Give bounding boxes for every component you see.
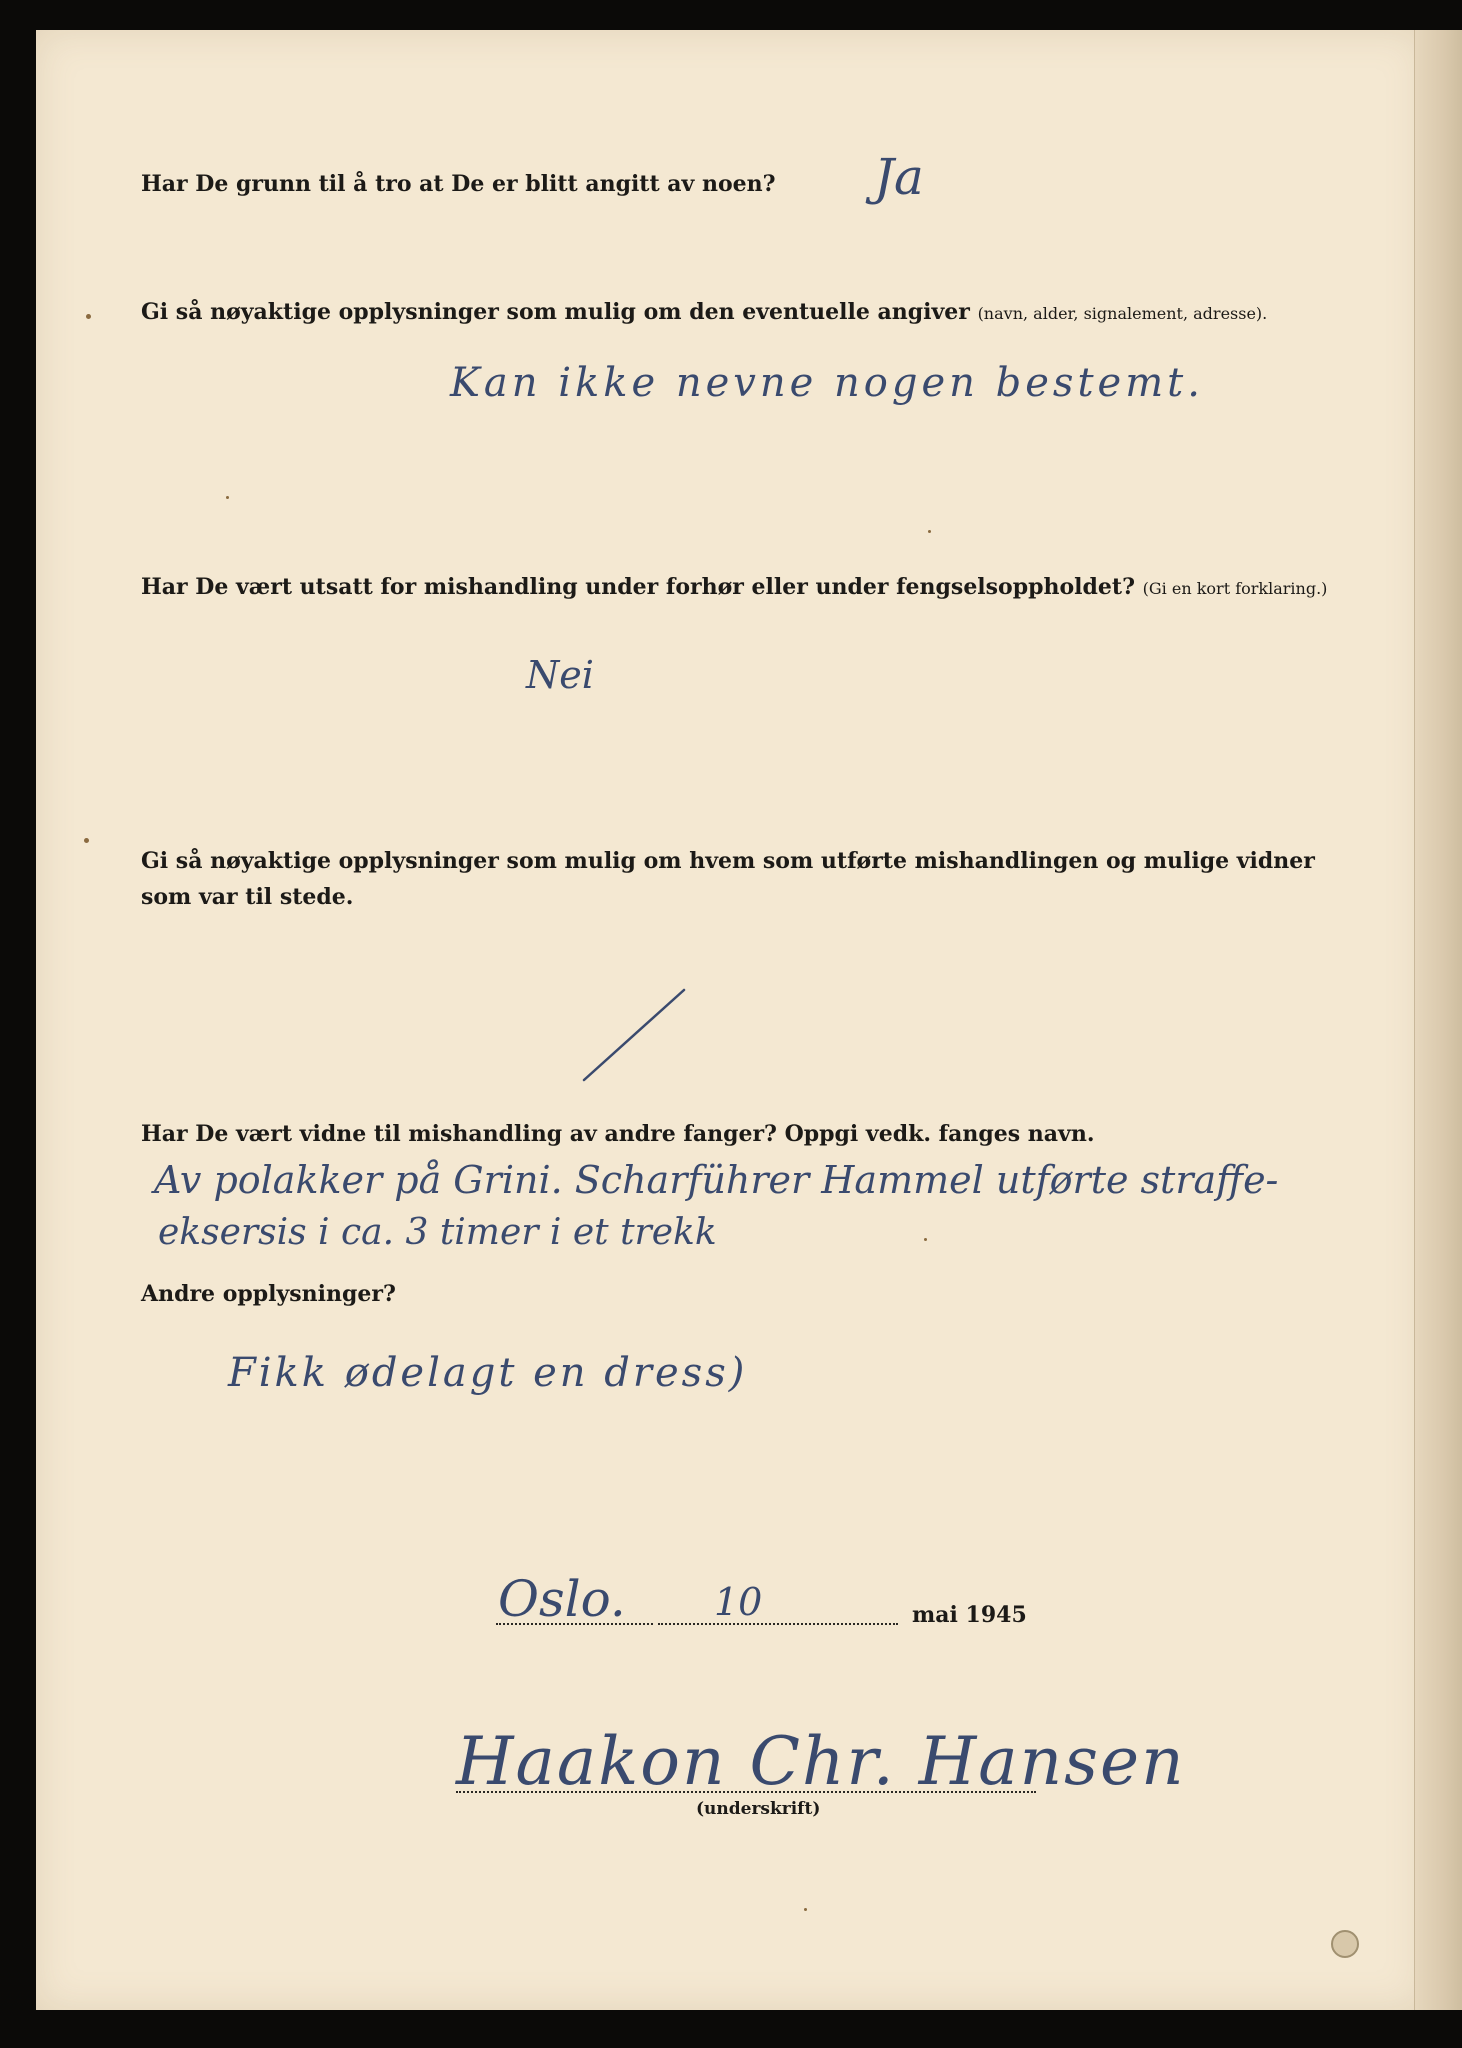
- answer-witness-line1: Av polakker på Grini. Scharführer Hammel utførte straffe-: [154, 1158, 1279, 1202]
- answer-perpetrators-slash: [576, 980, 696, 1090]
- answer-informer-details: Kan ikke nevne nogen bestemt.: [450, 360, 1204, 406]
- signature-caption: (underskrift): [696, 1799, 821, 1819]
- paper-speck: [928, 530, 931, 533]
- paper-speck: [84, 838, 89, 843]
- signature-handwritten: Haakon Chr. Hansen: [456, 1723, 1186, 1800]
- paper-speck: [226, 496, 229, 499]
- date-month-year: mai 1945: [912, 1602, 1027, 1628]
- question-perpetrators-line1: Gi så nøyaktige opplysninger som mulig om hvem som utførte mishandlingen og mulige vidner: [141, 848, 1315, 874]
- place-handwritten: Oslo.: [498, 1570, 626, 1628]
- answer-other: Fikk ødelagt en dress): [228, 1350, 748, 1396]
- question-informer-details: [141, 293, 1267, 333]
- paper-speck: [804, 1908, 807, 1911]
- answer-mistreatment: Nei: [526, 653, 594, 697]
- paper-speck: [924, 1238, 927, 1241]
- question-informer-details-note: (navn, alder, signalement, adresse).: [977, 304, 1268, 323]
- question-mistreatment: [141, 568, 1327, 608]
- question-informed: Har De grunn til å tro at De er blitt angitt av noen?: [141, 171, 776, 197]
- question-informer-details-main: Gi så nøyaktige opplysninger som mulig om den eventuelle angiver: [141, 299, 970, 325]
- paper-sheet: [36, 30, 1424, 2010]
- question-perpetrators-line2: som var til stede.: [141, 884, 354, 910]
- answer-witness-line2: eksersis i ca. 3 timer i et trekk: [158, 1212, 717, 1253]
- question-mistreatment-note: (Gi en kort forklaring.): [1142, 579, 1328, 598]
- day-handwritten: 10: [714, 1580, 763, 1624]
- question-witness: Har De vært vidne til mishandling av andre fanger? Oppgi vedk. fanges navn.: [141, 1121, 1095, 1147]
- paper-speck: [86, 314, 91, 319]
- day-line: [658, 1623, 898, 1625]
- answer-informed: Ja: [874, 148, 924, 206]
- place-line: [496, 1623, 653, 1625]
- paper-edge-shadow: [1414, 30, 1462, 2010]
- archive-stamp-mark: [1331, 1930, 1359, 1958]
- question-other: Andre opplysninger?: [141, 1281, 396, 1307]
- signature-line: [456, 1791, 1036, 1793]
- question-mistreatment-main: Har De vært utsatt for mishandling under forhør eller under fengselsoppholdet?: [141, 574, 1135, 600]
